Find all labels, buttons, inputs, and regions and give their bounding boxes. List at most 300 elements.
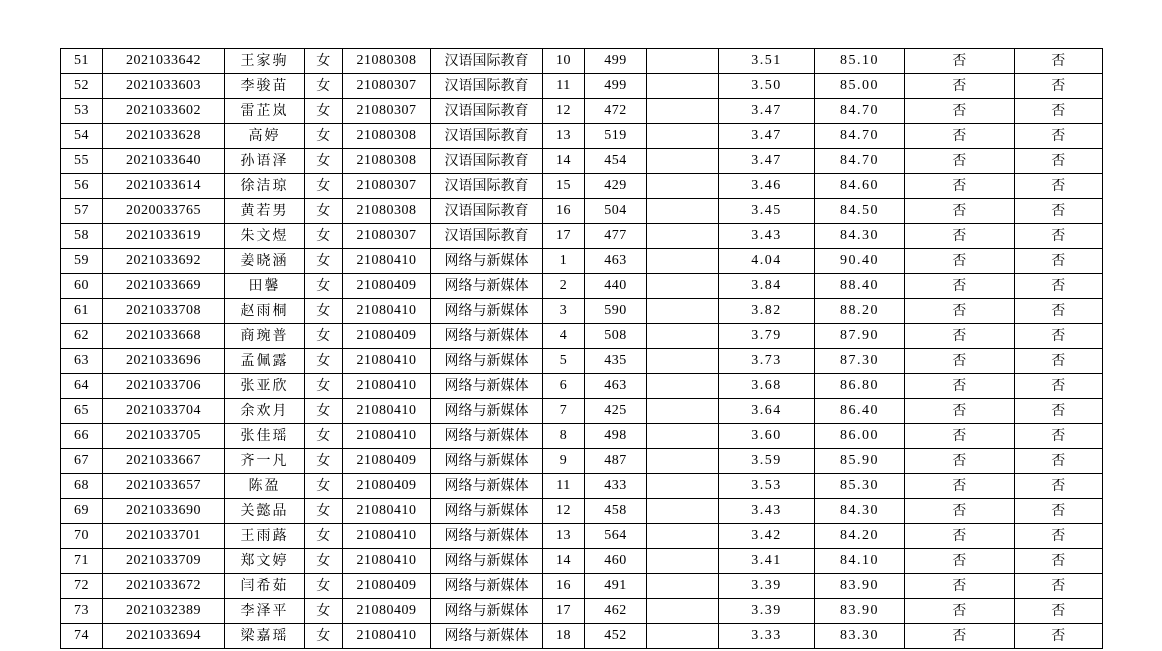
cell-score: 463 bbox=[585, 249, 647, 274]
cell-major-name: 汉语国际教育 bbox=[431, 149, 543, 174]
cell-flag-teaching: 否 bbox=[1015, 374, 1103, 399]
cell-major-name: 网络与新媒体 bbox=[431, 249, 543, 274]
cell-flag-teaching: 否 bbox=[1015, 274, 1103, 299]
cell-name: 徐洁琼 bbox=[225, 174, 305, 199]
cell-sex: 女 bbox=[305, 99, 343, 124]
cell-sex: 女 bbox=[305, 549, 343, 574]
cell-major-name: 网络与新媒体 bbox=[431, 599, 543, 624]
cell-flag-recommend: 否 bbox=[905, 574, 1015, 599]
cell-rank: 9 bbox=[543, 449, 585, 474]
cell-remark bbox=[647, 49, 719, 74]
table-row bbox=[61, 174, 1103, 199]
cell-major-name: 汉语国际教育 bbox=[431, 74, 543, 99]
cell-name: 郑文婷 bbox=[225, 549, 305, 574]
table-row bbox=[61, 249, 1103, 274]
cell-student-id: 2021033667 bbox=[103, 449, 225, 474]
cell-name: 赵雨桐 bbox=[225, 299, 305, 324]
cell-major-code: 21080409 bbox=[343, 599, 431, 624]
cell-flag-recommend: 否 bbox=[905, 174, 1015, 199]
cell-sex: 女 bbox=[305, 574, 343, 599]
cell-average: 84.70 bbox=[815, 99, 905, 124]
cell-flag-teaching: 否 bbox=[1015, 74, 1103, 99]
student-scores-table bbox=[60, 48, 1103, 649]
cell-rank: 10 bbox=[543, 49, 585, 74]
table-row bbox=[61, 449, 1103, 474]
table-row bbox=[61, 424, 1103, 449]
cell-index: 72 bbox=[61, 574, 103, 599]
cell-score: 463 bbox=[585, 374, 647, 399]
cell-score: 440 bbox=[585, 274, 647, 299]
table-row bbox=[61, 524, 1103, 549]
cell-flag-teaching: 否 bbox=[1015, 549, 1103, 574]
cell-major-code: 21080409 bbox=[343, 574, 431, 599]
cell-name: 梁嘉瑶 bbox=[225, 624, 305, 649]
cell-average: 84.60 bbox=[815, 174, 905, 199]
cell-flag-recommend: 否 bbox=[905, 149, 1015, 174]
cell-major-code: 21080307 bbox=[343, 224, 431, 249]
cell-name: 余欢月 bbox=[225, 399, 305, 424]
cell-index: 56 bbox=[61, 174, 103, 199]
cell-major-code: 21080409 bbox=[343, 474, 431, 499]
cell-student-id: 2021033642 bbox=[103, 49, 225, 74]
cell-flag-recommend: 否 bbox=[905, 374, 1015, 399]
cell-rank: 14 bbox=[543, 549, 585, 574]
cell-remark bbox=[647, 74, 719, 99]
cell-major-code: 21080410 bbox=[343, 299, 431, 324]
cell-student-id: 2021033602 bbox=[103, 99, 225, 124]
cell-gpa: 3.41 bbox=[719, 549, 815, 574]
cell-remark bbox=[647, 299, 719, 324]
cell-major-code: 21080308 bbox=[343, 199, 431, 224]
cell-remark bbox=[647, 524, 719, 549]
cell-remark bbox=[647, 599, 719, 624]
cell-student-id: 2021033619 bbox=[103, 224, 225, 249]
cell-major-name: 网络与新媒体 bbox=[431, 549, 543, 574]
cell-student-id: 2021033705 bbox=[103, 424, 225, 449]
cell-score: 454 bbox=[585, 149, 647, 174]
cell-gpa: 3.47 bbox=[719, 124, 815, 149]
cell-score: 429 bbox=[585, 174, 647, 199]
cell-average: 86.40 bbox=[815, 399, 905, 424]
cell-name: 商琬普 bbox=[225, 324, 305, 349]
cell-gpa: 3.42 bbox=[719, 524, 815, 549]
cell-sex: 女 bbox=[305, 124, 343, 149]
cell-sex: 女 bbox=[305, 299, 343, 324]
cell-remark bbox=[647, 274, 719, 299]
cell-gpa: 3.43 bbox=[719, 224, 815, 249]
cell-major-name: 汉语国际教育 bbox=[431, 49, 543, 74]
cell-rank: 1 bbox=[543, 249, 585, 274]
cell-gpa: 3.79 bbox=[719, 324, 815, 349]
cell-score: 458 bbox=[585, 499, 647, 524]
cell-rank: 18 bbox=[543, 624, 585, 649]
cell-flag-teaching: 否 bbox=[1015, 99, 1103, 124]
cell-major-code: 21080308 bbox=[343, 49, 431, 74]
cell-index: 74 bbox=[61, 624, 103, 649]
cell-major-code: 21080409 bbox=[343, 449, 431, 474]
cell-major-name: 汉语国际教育 bbox=[431, 174, 543, 199]
cell-flag-recommend: 否 bbox=[905, 524, 1015, 549]
cell-remark bbox=[647, 499, 719, 524]
cell-average: 85.10 bbox=[815, 49, 905, 74]
cell-sex: 女 bbox=[305, 624, 343, 649]
cell-score: 462 bbox=[585, 599, 647, 624]
cell-sex: 女 bbox=[305, 199, 343, 224]
cell-student-id: 2021032389 bbox=[103, 599, 225, 624]
cell-remark bbox=[647, 199, 719, 224]
cell-average: 84.70 bbox=[815, 124, 905, 149]
cell-score: 435 bbox=[585, 349, 647, 374]
cell-flag-teaching: 否 bbox=[1015, 574, 1103, 599]
cell-rank: 3 bbox=[543, 299, 585, 324]
cell-average: 90.40 bbox=[815, 249, 905, 274]
cell-score: 433 bbox=[585, 474, 647, 499]
cell-index: 57 bbox=[61, 199, 103, 224]
cell-major-name: 网络与新媒体 bbox=[431, 374, 543, 399]
cell-rank: 17 bbox=[543, 599, 585, 624]
cell-major-name: 汉语国际教育 bbox=[431, 124, 543, 149]
cell-average: 86.80 bbox=[815, 374, 905, 399]
cell-gpa: 3.73 bbox=[719, 349, 815, 374]
cell-average: 85.30 bbox=[815, 474, 905, 499]
cell-sex: 女 bbox=[305, 349, 343, 374]
cell-major-code: 21080410 bbox=[343, 374, 431, 399]
cell-score: 491 bbox=[585, 574, 647, 599]
cell-remark bbox=[647, 349, 719, 374]
cell-gpa: 3.43 bbox=[719, 499, 815, 524]
cell-flag-teaching: 否 bbox=[1015, 224, 1103, 249]
cell-flag-teaching: 否 bbox=[1015, 324, 1103, 349]
cell-student-id: 2021033628 bbox=[103, 124, 225, 149]
cell-name: 闫希茹 bbox=[225, 574, 305, 599]
cell-sex: 女 bbox=[305, 249, 343, 274]
cell-sex: 女 bbox=[305, 499, 343, 524]
cell-name: 孟佩露 bbox=[225, 349, 305, 374]
cell-student-id: 2021033614 bbox=[103, 174, 225, 199]
cell-flag-teaching: 否 bbox=[1015, 349, 1103, 374]
table-row bbox=[61, 99, 1103, 124]
cell-rank: 13 bbox=[543, 524, 585, 549]
cell-sex: 女 bbox=[305, 49, 343, 74]
cell-major-code: 21080410 bbox=[343, 349, 431, 374]
cell-average: 86.00 bbox=[815, 424, 905, 449]
cell-name: 李泽平 bbox=[225, 599, 305, 624]
cell-score: 499 bbox=[585, 49, 647, 74]
cell-sex: 女 bbox=[305, 449, 343, 474]
cell-gpa: 3.50 bbox=[719, 74, 815, 99]
cell-remark bbox=[647, 624, 719, 649]
cell-student-id: 2021033669 bbox=[103, 274, 225, 299]
cell-gpa: 3.59 bbox=[719, 449, 815, 474]
cell-index: 63 bbox=[61, 349, 103, 374]
cell-major-code: 21080410 bbox=[343, 249, 431, 274]
cell-rank: 14 bbox=[543, 149, 585, 174]
cell-index: 58 bbox=[61, 224, 103, 249]
cell-remark bbox=[647, 324, 719, 349]
cell-flag-recommend: 否 bbox=[905, 199, 1015, 224]
cell-score: 472 bbox=[585, 99, 647, 124]
cell-score: 477 bbox=[585, 224, 647, 249]
table-row bbox=[61, 149, 1103, 174]
cell-name: 王雨蕗 bbox=[225, 524, 305, 549]
cell-rank: 7 bbox=[543, 399, 585, 424]
cell-average: 84.30 bbox=[815, 499, 905, 524]
cell-gpa: 3.82 bbox=[719, 299, 815, 324]
table-row bbox=[61, 574, 1103, 599]
cell-name: 黄若男 bbox=[225, 199, 305, 224]
cell-major-name: 汉语国际教育 bbox=[431, 199, 543, 224]
cell-major-code: 21080307 bbox=[343, 99, 431, 124]
cell-gpa: 3.68 bbox=[719, 374, 815, 399]
cell-major-code: 21080410 bbox=[343, 399, 431, 424]
cell-sex: 女 bbox=[305, 224, 343, 249]
cell-flag-recommend: 否 bbox=[905, 424, 1015, 449]
cell-name: 李骏苗 bbox=[225, 74, 305, 99]
cell-major-name: 网络与新媒体 bbox=[431, 624, 543, 649]
table-row bbox=[61, 49, 1103, 74]
cell-flag-teaching: 否 bbox=[1015, 449, 1103, 474]
cell-student-id: 2021033690 bbox=[103, 499, 225, 524]
cell-major-code: 21080307 bbox=[343, 174, 431, 199]
cell-flag-teaching: 否 bbox=[1015, 624, 1103, 649]
cell-major-code: 21080307 bbox=[343, 74, 431, 99]
cell-sex: 女 bbox=[305, 474, 343, 499]
cell-flag-recommend: 否 bbox=[905, 299, 1015, 324]
table-body bbox=[61, 49, 1103, 649]
cell-flag-recommend: 否 bbox=[905, 274, 1015, 299]
cell-score: 425 bbox=[585, 399, 647, 424]
cell-remark bbox=[647, 149, 719, 174]
cell-name: 关懿品 bbox=[225, 499, 305, 524]
cell-major-name: 网络与新媒体 bbox=[431, 474, 543, 499]
cell-major-name: 网络与新媒体 bbox=[431, 299, 543, 324]
cell-name: 齐一凡 bbox=[225, 449, 305, 474]
cell-remark bbox=[647, 449, 719, 474]
cell-sex: 女 bbox=[305, 424, 343, 449]
cell-sex: 女 bbox=[305, 149, 343, 174]
table-row bbox=[61, 349, 1103, 374]
cell-name: 张亚欣 bbox=[225, 374, 305, 399]
cell-index: 66 bbox=[61, 424, 103, 449]
cell-name: 高婷 bbox=[225, 124, 305, 149]
cell-gpa: 4.04 bbox=[719, 249, 815, 274]
cell-flag-recommend: 否 bbox=[905, 324, 1015, 349]
cell-index: 54 bbox=[61, 124, 103, 149]
cell-average: 84.20 bbox=[815, 524, 905, 549]
cell-remark bbox=[647, 224, 719, 249]
cell-remark bbox=[647, 474, 719, 499]
cell-sex: 女 bbox=[305, 524, 343, 549]
table-container bbox=[60, 48, 1102, 649]
cell-flag-teaching: 否 bbox=[1015, 524, 1103, 549]
cell-sex: 女 bbox=[305, 274, 343, 299]
cell-index: 65 bbox=[61, 399, 103, 424]
cell-major-code: 21080409 bbox=[343, 274, 431, 299]
cell-gpa: 3.53 bbox=[719, 474, 815, 499]
cell-gpa: 3.60 bbox=[719, 424, 815, 449]
cell-rank: 11 bbox=[543, 474, 585, 499]
cell-student-id: 2021033704 bbox=[103, 399, 225, 424]
cell-index: 61 bbox=[61, 299, 103, 324]
cell-major-code: 21080410 bbox=[343, 624, 431, 649]
cell-flag-teaching: 否 bbox=[1015, 199, 1103, 224]
cell-remark bbox=[647, 424, 719, 449]
cell-rank: 12 bbox=[543, 99, 585, 124]
cell-average: 87.30 bbox=[815, 349, 905, 374]
cell-name: 孙语泽 bbox=[225, 149, 305, 174]
cell-name: 王家驹 bbox=[225, 49, 305, 74]
cell-major-name: 网络与新媒体 bbox=[431, 274, 543, 299]
cell-major-name: 网络与新媒体 bbox=[431, 449, 543, 474]
cell-student-id: 2021033708 bbox=[103, 299, 225, 324]
cell-sex: 女 bbox=[305, 74, 343, 99]
cell-gpa: 3.39 bbox=[719, 574, 815, 599]
cell-average: 83.90 bbox=[815, 599, 905, 624]
cell-student-id: 2021033603 bbox=[103, 74, 225, 99]
cell-flag-teaching: 否 bbox=[1015, 499, 1103, 524]
cell-average: 85.00 bbox=[815, 74, 905, 99]
cell-flag-teaching: 否 bbox=[1015, 599, 1103, 624]
cell-index: 55 bbox=[61, 149, 103, 174]
table-row bbox=[61, 624, 1103, 649]
cell-sex: 女 bbox=[305, 374, 343, 399]
cell-remark bbox=[647, 399, 719, 424]
cell-remark bbox=[647, 549, 719, 574]
cell-index: 69 bbox=[61, 499, 103, 524]
cell-flag-recommend: 否 bbox=[905, 124, 1015, 149]
cell-rank: 13 bbox=[543, 124, 585, 149]
cell-flag-teaching: 否 bbox=[1015, 399, 1103, 424]
cell-flag-teaching: 否 bbox=[1015, 174, 1103, 199]
cell-name: 雷芷岚 bbox=[225, 99, 305, 124]
cell-flag-recommend: 否 bbox=[905, 449, 1015, 474]
cell-sex: 女 bbox=[305, 174, 343, 199]
cell-major-name: 网络与新媒体 bbox=[431, 524, 543, 549]
cell-rank: 6 bbox=[543, 374, 585, 399]
cell-score: 499 bbox=[585, 74, 647, 99]
cell-gpa: 3.33 bbox=[719, 624, 815, 649]
cell-index: 67 bbox=[61, 449, 103, 474]
table-row bbox=[61, 399, 1103, 424]
cell-gpa: 3.51 bbox=[719, 49, 815, 74]
cell-index: 71 bbox=[61, 549, 103, 574]
cell-student-id: 2021033701 bbox=[103, 524, 225, 549]
cell-gpa: 3.47 bbox=[719, 149, 815, 174]
table-row bbox=[61, 374, 1103, 399]
cell-flag-recommend: 否 bbox=[905, 49, 1015, 74]
cell-score: 487 bbox=[585, 449, 647, 474]
cell-average: 83.90 bbox=[815, 574, 905, 599]
table-row bbox=[61, 274, 1103, 299]
cell-flag-recommend: 否 bbox=[905, 99, 1015, 124]
cell-average: 84.10 bbox=[815, 549, 905, 574]
cell-gpa: 3.47 bbox=[719, 99, 815, 124]
table-row bbox=[61, 324, 1103, 349]
cell-major-name: 汉语国际教育 bbox=[431, 99, 543, 124]
cell-gpa: 3.45 bbox=[719, 199, 815, 224]
cell-major-name: 网络与新媒体 bbox=[431, 324, 543, 349]
cell-flag-recommend: 否 bbox=[905, 74, 1015, 99]
cell-gpa: 3.84 bbox=[719, 274, 815, 299]
cell-index: 73 bbox=[61, 599, 103, 624]
cell-flag-recommend: 否 bbox=[905, 474, 1015, 499]
cell-index: 70 bbox=[61, 524, 103, 549]
cell-flag-recommend: 否 bbox=[905, 224, 1015, 249]
cell-rank: 12 bbox=[543, 499, 585, 524]
cell-index: 68 bbox=[61, 474, 103, 499]
table-row bbox=[61, 74, 1103, 99]
cell-major-name: 网络与新媒体 bbox=[431, 399, 543, 424]
cell-gpa: 3.64 bbox=[719, 399, 815, 424]
cell-flag-teaching: 否 bbox=[1015, 49, 1103, 74]
cell-major-name: 网络与新媒体 bbox=[431, 499, 543, 524]
cell-name: 姜晓涵 bbox=[225, 249, 305, 274]
cell-major-name: 网络与新媒体 bbox=[431, 574, 543, 599]
cell-rank: 11 bbox=[543, 74, 585, 99]
cell-major-code: 21080410 bbox=[343, 549, 431, 574]
cell-flag-teaching: 否 bbox=[1015, 474, 1103, 499]
cell-rank: 8 bbox=[543, 424, 585, 449]
cell-name: 朱文煜 bbox=[225, 224, 305, 249]
cell-index: 60 bbox=[61, 274, 103, 299]
cell-rank: 17 bbox=[543, 224, 585, 249]
cell-average: 87.90 bbox=[815, 324, 905, 349]
cell-student-id: 2021033696 bbox=[103, 349, 225, 374]
cell-student-id: 2021033706 bbox=[103, 374, 225, 399]
cell-index: 51 bbox=[61, 49, 103, 74]
cell-average: 85.90 bbox=[815, 449, 905, 474]
cell-remark bbox=[647, 174, 719, 199]
cell-flag-recommend: 否 bbox=[905, 549, 1015, 574]
cell-student-id: 2021033657 bbox=[103, 474, 225, 499]
cell-average: 84.50 bbox=[815, 199, 905, 224]
cell-index: 64 bbox=[61, 374, 103, 399]
cell-sex: 女 bbox=[305, 324, 343, 349]
cell-name: 张佳瑶 bbox=[225, 424, 305, 449]
cell-rank: 4 bbox=[543, 324, 585, 349]
cell-remark bbox=[647, 574, 719, 599]
cell-average: 88.20 bbox=[815, 299, 905, 324]
cell-score: 519 bbox=[585, 124, 647, 149]
cell-major-code: 21080308 bbox=[343, 149, 431, 174]
cell-major-code: 21080410 bbox=[343, 524, 431, 549]
table-row bbox=[61, 199, 1103, 224]
cell-index: 59 bbox=[61, 249, 103, 274]
cell-flag-teaching: 否 bbox=[1015, 299, 1103, 324]
cell-average: 83.30 bbox=[815, 624, 905, 649]
cell-flag-recommend: 否 bbox=[905, 624, 1015, 649]
cell-student-id: 2021033640 bbox=[103, 149, 225, 174]
table-row bbox=[61, 599, 1103, 624]
cell-flag-recommend: 否 bbox=[905, 399, 1015, 424]
cell-major-name: 网络与新媒体 bbox=[431, 349, 543, 374]
cell-flag-teaching: 否 bbox=[1015, 249, 1103, 274]
cell-flag-teaching: 否 bbox=[1015, 149, 1103, 174]
cell-flag-recommend: 否 bbox=[905, 599, 1015, 624]
cell-index: 62 bbox=[61, 324, 103, 349]
cell-sex: 女 bbox=[305, 599, 343, 624]
cell-gpa: 3.39 bbox=[719, 599, 815, 624]
table-row bbox=[61, 474, 1103, 499]
cell-flag-teaching: 否 bbox=[1015, 424, 1103, 449]
cell-student-id: 2020033765 bbox=[103, 199, 225, 224]
cell-flag-recommend: 否 bbox=[905, 499, 1015, 524]
cell-major-code: 21080308 bbox=[343, 124, 431, 149]
cell-index: 53 bbox=[61, 99, 103, 124]
table-row bbox=[61, 124, 1103, 149]
cell-remark bbox=[647, 99, 719, 124]
cell-average: 84.30 bbox=[815, 224, 905, 249]
